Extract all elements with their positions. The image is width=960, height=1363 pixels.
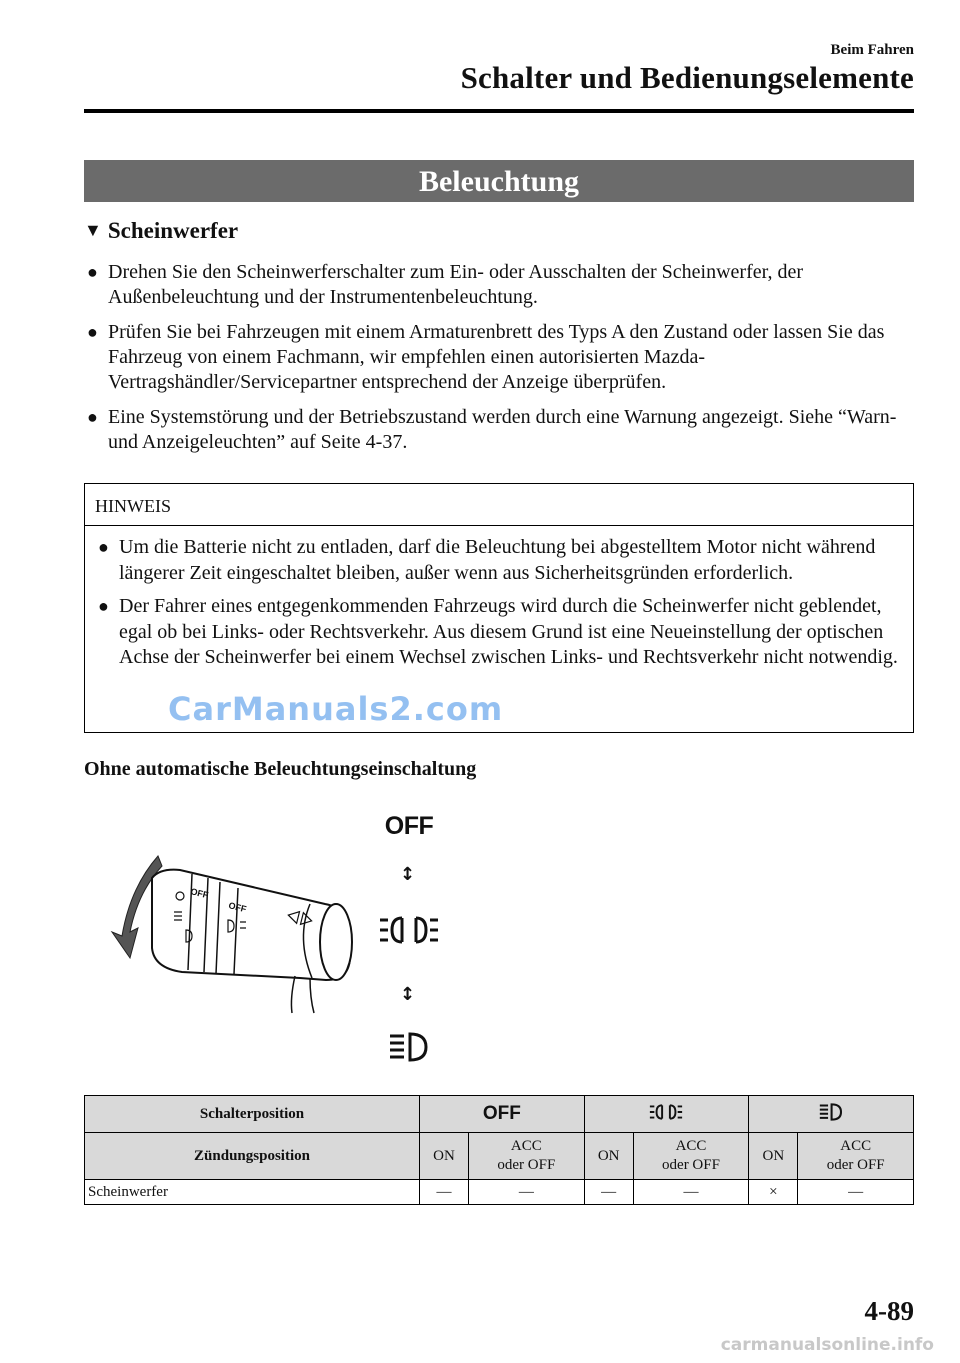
note-text: Der Fahrer eines entgegenkommenden Fahrzeugs wird durch die Scheinwerfer nicht geblendet, egal ob bei Links- oder Rechtsverkehr. Aus diesem Grund ist eine Neueinstellung der optischen Achse der Scheinwerfer bei einem Wechsel zwischen Links- und Rechtsverkehr nicht notwendig. [119,595,898,668]
table-header-cell: Zündungsposition [85,1133,420,1180]
table-cell: — [469,1180,585,1205]
figure-caption: Ohne automatische Beleuchtungseinschaltung [84,758,477,780]
note-title: HINWEIS [85,484,913,526]
bullet-dot-icon: ● [87,407,98,427]
table-cell: ACC oder OFF [633,1133,749,1180]
switch-position-table [84,1095,914,1205]
page-heading: Schalter und Bedienungselemente [460,60,914,95]
headlight-low-beam-icon [386,1030,432,1064]
table-cell: — [798,1180,914,1205]
stalk-off-label: OFF [189,886,210,901]
bullet-dot-icon: ● [98,596,109,616]
table-header-cell [584,1096,749,1133]
watermark: CarManuals2.com [168,690,504,728]
bullet-dot-icon: ● [87,322,98,342]
bullet-list [84,260,914,465]
page-number: 4-89 [864,1296,914,1326]
table-row [85,1180,914,1205]
table-header-cell: Schalterposition [85,1096,420,1133]
table-cell: ON [584,1133,633,1180]
list-item [84,320,914,395]
bullet-dot-icon: ● [98,537,109,557]
list-item [95,594,901,671]
bullet-dot-icon: ● [87,262,98,282]
list-item [84,260,914,310]
note-text: Um die Batterie nicht zu entladen, darf die Beleuchtung bei abgestelltem Motor nicht während längerer Zeit eingeschaltet bleiben, außer wenn aus Sicherheitsgründen erforderlich. [119,536,876,584]
off-symbol: OFF [482,1103,521,1124]
table-header-cell: Scheinwerfer [85,1180,420,1205]
table-cell: — [633,1180,749,1205]
off-position-label: OFF [384,812,434,840]
subheading [84,218,238,244]
note-list [85,526,913,671]
table-header-cell [420,1096,585,1133]
table-cell: — [420,1180,469,1205]
parking-light-icon [646,1102,686,1122]
list-item [84,405,914,455]
table-header-cell [749,1096,914,1133]
table-cell: × [749,1180,798,1205]
table-cell: — [584,1180,633,1205]
table-row [85,1133,914,1180]
stalk-body [152,870,350,980]
bullet-text: Drehen Sie den Scheinwerferschalter zum Ein- oder Ausschalten der Scheinwerfer, der Außenbeleuchtung und der Instrumentenbeleuchtung. [108,261,804,308]
triangle-down-icon: ▼ [84,220,102,240]
chapter-label: Beim Fahren [830,42,914,58]
table-cell: ACC oder OFF [469,1133,585,1180]
list-item [95,535,901,586]
updown-arrow-icon: ↕ [400,984,416,1005]
table-row [85,1096,914,1133]
table-cell: ACC oder OFF [798,1133,914,1180]
table-cell: ON [420,1133,469,1180]
headlight-low-beam-icon [817,1102,845,1122]
header-rule [84,109,914,113]
site-watermark: carmanualsonline.info [720,1335,934,1355]
bullet-text: Eine Systemstörung und der Betriebszustand werden durch eine Warnung angezeigt. Siehe “Warn- und Anzeigeleuchten” auf Seite 4-37. [108,406,897,453]
stalk-off-label: OFF [227,900,248,915]
parking-light-icon [378,912,440,948]
bullet-text: Prüfen Sie bei Fahrzeugen mit einem Armaturenbrett des Typs A den Zustand oder lassen Sie das Fahrzeug von einem Fachmann, wir empfehlen einen autorisierten Mazda-Vertragshändler/Servicepartner entsprechend der Anzeige überprüfen. [108,321,885,393]
table-cell: ON [749,1133,798,1180]
subheading-text: Scheinwerfer [107,218,239,243]
section-title: Beleuchtung [84,160,914,202]
updown-arrow-icon: ↕ [400,864,416,885]
